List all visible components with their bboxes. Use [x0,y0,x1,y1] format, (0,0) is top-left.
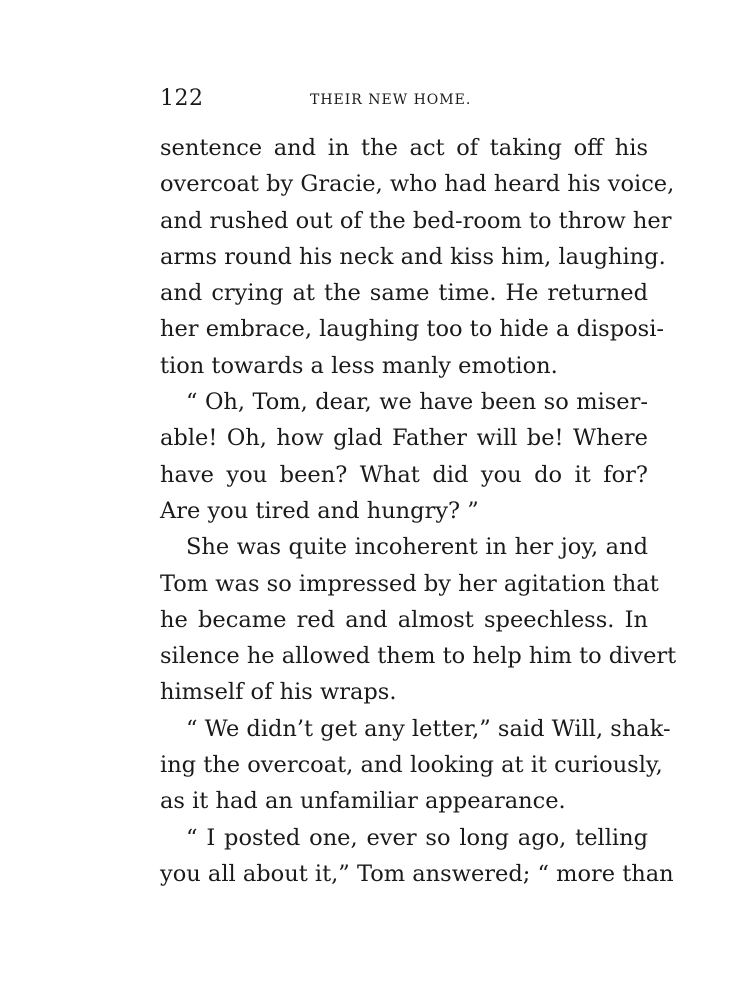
page-number: 122 [160,86,204,111]
text-line: and rushed out of the bed-room to throw her [160,207,672,234]
text-line: and crying at the same time. He returned [160,280,648,307]
text-line: he became red and almost speechless. In [160,606,648,633]
text-line: silence he allowed them to help him to divert [160,643,677,670]
text-line: Are you tired and hungry? ” [160,497,479,524]
text-line: ing the overcoat, and looking at it curiously, [160,752,663,779]
body-text [160,130,677,892]
text-line: you all about it,” Tom answered; “ more than [160,860,674,887]
text-line: “ I posted one, ever so long ago, telling [186,824,648,851]
text-line: able! Oh, how glad Father will be! Where [160,425,648,452]
text-line: her embrace, laughing too to hide a disposi- [160,316,664,343]
text-line: have you been? What did you do it for? [160,461,648,488]
text-line: himself of his wraps. [160,679,397,706]
text-line: as it had an unfamiliar appearance. [160,788,566,815]
text-line: arms round his neck and kiss him, laughing. [160,243,666,270]
text-line: tion towards a less manly emotion. [160,352,558,379]
running-head: THEIR NEW HOME. [310,92,472,108]
text-line: sentence and in the act of taking off his [160,135,648,161]
text-line: Tom was so impressed by her agitation that [160,570,659,597]
page-header [160,86,650,116]
text-line: “ Oh, Tom, dear, we have been so miser- [186,389,648,416]
text-line: She was quite incoherent in her joy, and [186,534,648,561]
text-line: overcoat by Gracie, who had heard his voice, [160,171,675,198]
text-line: “ We didn’t get any letter,” said Will, shak- [186,715,671,742]
